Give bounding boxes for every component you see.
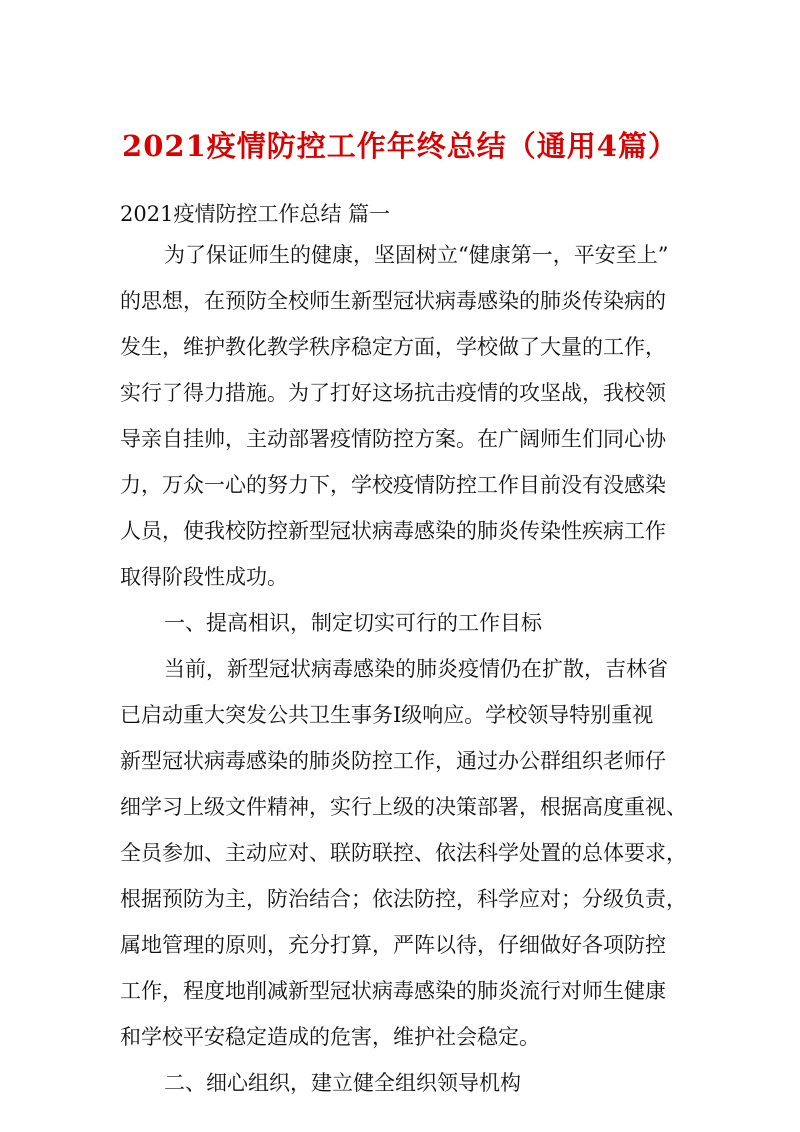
text-line: 工作，程度地削减新型冠状病毒感染的肺炎流行对师生健康: [120, 979, 666, 1003]
paragraph-current-situation: [120, 646, 685, 1060]
text-line: 全员参加、主动应对、联防联控、依法科学处置的总体要求，: [120, 841, 687, 865]
text-line: 和学校平安稳定造成的危害，维护社会稳定。: [120, 1025, 540, 1049]
text-line: 一、提高相识，制定切实可行的工作目标: [164, 611, 542, 635]
subheading-two: [120, 1060, 685, 1106]
paragraph-intro: [120, 232, 685, 600]
text-line: 力，万众一心的努力下，学校疫情防控工作目前没有没感染: [120, 473, 666, 497]
text-line: 已启动重大突发公共卫生事务Ⅰ级响应。学校领导特别重视: [120, 703, 654, 727]
text-line: 根据预防为主，防治结合；依法防控，科学应对；分级负责，: [120, 887, 687, 911]
section-heading: 2021疫情防控工作总结 篇一: [120, 202, 391, 226]
subheading-one: [120, 600, 685, 646]
text-line: 二、细心组织，建立健全组织领导机构: [164, 1071, 521, 1095]
text-line: 新型冠状病毒感染的肺炎防控工作，通过办公群组织老师仔: [120, 749, 666, 773]
document-title: 2021疫情防控工作年终总结（通用4篇）: [122, 129, 678, 163]
text-line: 的思想，在预防全校师生新型冠状病毒感染的肺炎传染病的: [120, 289, 666, 313]
body-text: [120, 232, 685, 1106]
text-line: 属地管理的原则，充分打算，严阵以待，仔细做好各项防控: [120, 933, 666, 957]
text-line: 实行了得力措施。为了打好这场抗击疫情的攻坚战，我校领: [120, 381, 666, 405]
text-line: 为了保证师生的健康，坚固树立“健康第一，平安至上”: [164, 243, 669, 267]
text-line: 细学习上级文件精神，实行上级的决策部署，根据高度重视、: [120, 795, 687, 819]
text-line: 取得阶段性成功。: [120, 565, 288, 589]
text-line: 导亲自挂帅，主动部署疫情防控方案。在广阔师生们同心协: [120, 427, 666, 451]
text-line: 当前，新型冠状病毒感染的肺炎疫情仍在扩散，吉林省: [164, 657, 668, 681]
text-line: 发生，维护教化教学秩序稳定方面，学校做了大量的工作，: [120, 335, 666, 359]
text-line: 人员，使我校防控新型冠状病毒感染的肺炎传染性疾病工作: [120, 519, 666, 543]
